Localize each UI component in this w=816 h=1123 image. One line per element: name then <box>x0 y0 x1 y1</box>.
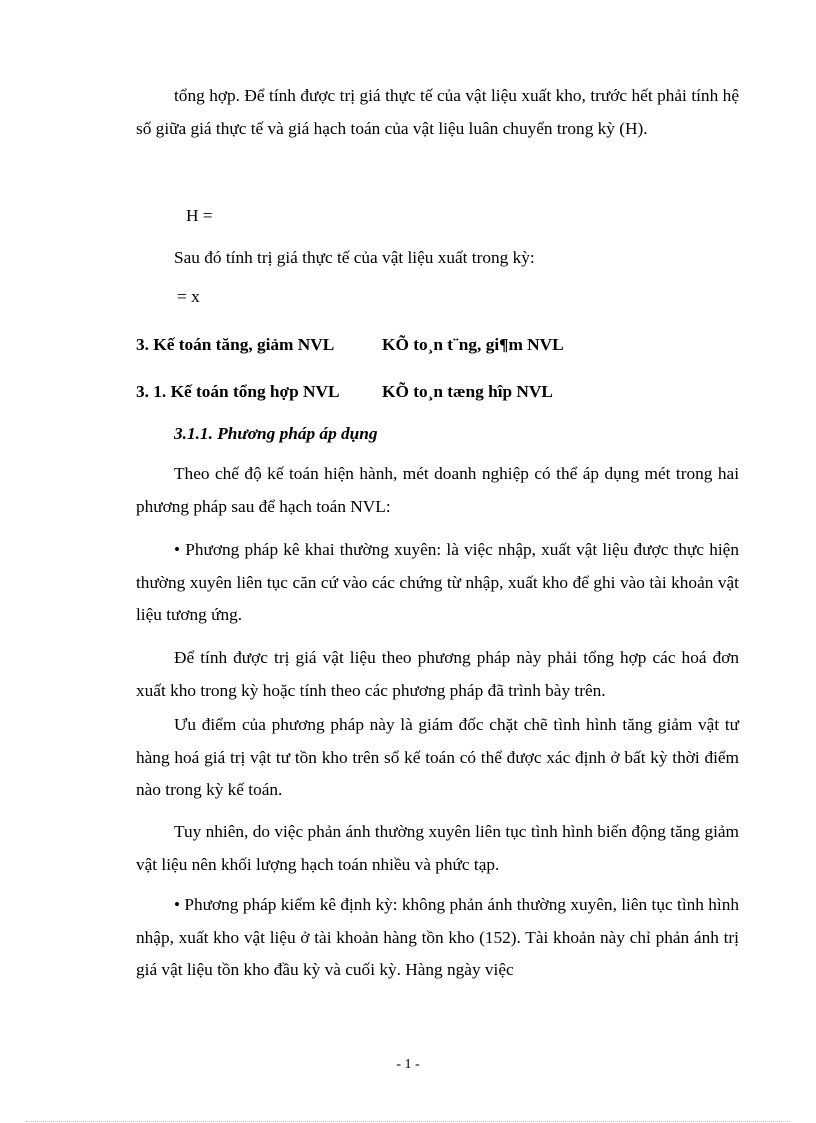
page-bottom-divider <box>26 1121 790 1122</box>
formula-h: H = <box>186 206 213 225</box>
heading-section-3-legacy: KÕ to¸n t¨ng, gi¶m NVL <box>382 335 564 354</box>
paragraph-actual-value: Sau đó tính trị giá thực tế của vật liệu xuất trong kỳ: <box>174 248 535 267</box>
heading-section-3-1-1: 3.1.1. Phương pháp áp dụng <box>174 424 378 443</box>
bullet-perpetual-method: • Phương pháp kê khai thường xuyên: là việc nhập, xuất vật liệu được thực hiện thường xuyên liên tục căn cứ vào các chứng từ nhập, xuất kho để ghi vào tài khoản vật liệu tương ứng. <box>136 540 739 624</box>
bullet-periodic-method: • Phương pháp kiểm kê định kỳ: không phản ánh thường xuyên, liên tục tình hình nhập, xuất kho vật liệu ở tài khoản hàng tồn kho (152). Tài khoản này chỉ phản ánh trị giá vật liệu tồn kho đầu kỳ và cuối kỳ. Hàng ngày việc <box>136 895 739 979</box>
formula-x: = x <box>177 287 200 306</box>
paragraph-intro: tổng hợp. Để tính được trị giá thực tế của vật liệu xuất kho, trước hết phải tính hệ số giữa giá thực tế và giá hạch toán của vật liệu luân chuyển trong kỳ (H). <box>136 86 739 138</box>
paragraph-calculation: Để tính được trị giá vật liệu theo phương pháp này phải tổng hợp các hoá đơn xuất kho trong kỳ hoặc tính theo các phương pháp đã trình bày trên. <box>136 648 739 700</box>
page-number: - 1 - <box>396 1057 420 1072</box>
heading-section-3-1-legacy: KÕ to¸n tæng hîp NVL <box>382 382 553 401</box>
paragraph-disadvantages: Tuy nhiên, do việc phản ánh thường xuyên liên tục tình hình biến động tăng giảm vật liệu nên khối lượng hạch toán nhiều và phức tạp. <box>136 822 739 874</box>
paragraph-methods: Theo chế độ kế toán hiện hành, mét doanh nghiệp có thể áp dụng mét trong hai phương pháp sau để hạch toán NVL: <box>136 464 739 516</box>
paragraph-advantages: Ưu điểm của phương pháp này là giám đốc chặt chẽ tình hình tăng giảm vật tư hàng hoá giá trị vật tư tồn kho trên sổ kế toán có thể được xác định ở bất kỳ thời điểm nào trong kỳ kế toán. <box>136 715 739 799</box>
heading-section-3-1: 3. 1. Kế toán tổng hợp NVL <box>136 382 340 401</box>
heading-section-3: 3. Kế toán tăng, giảm NVL <box>136 335 335 354</box>
